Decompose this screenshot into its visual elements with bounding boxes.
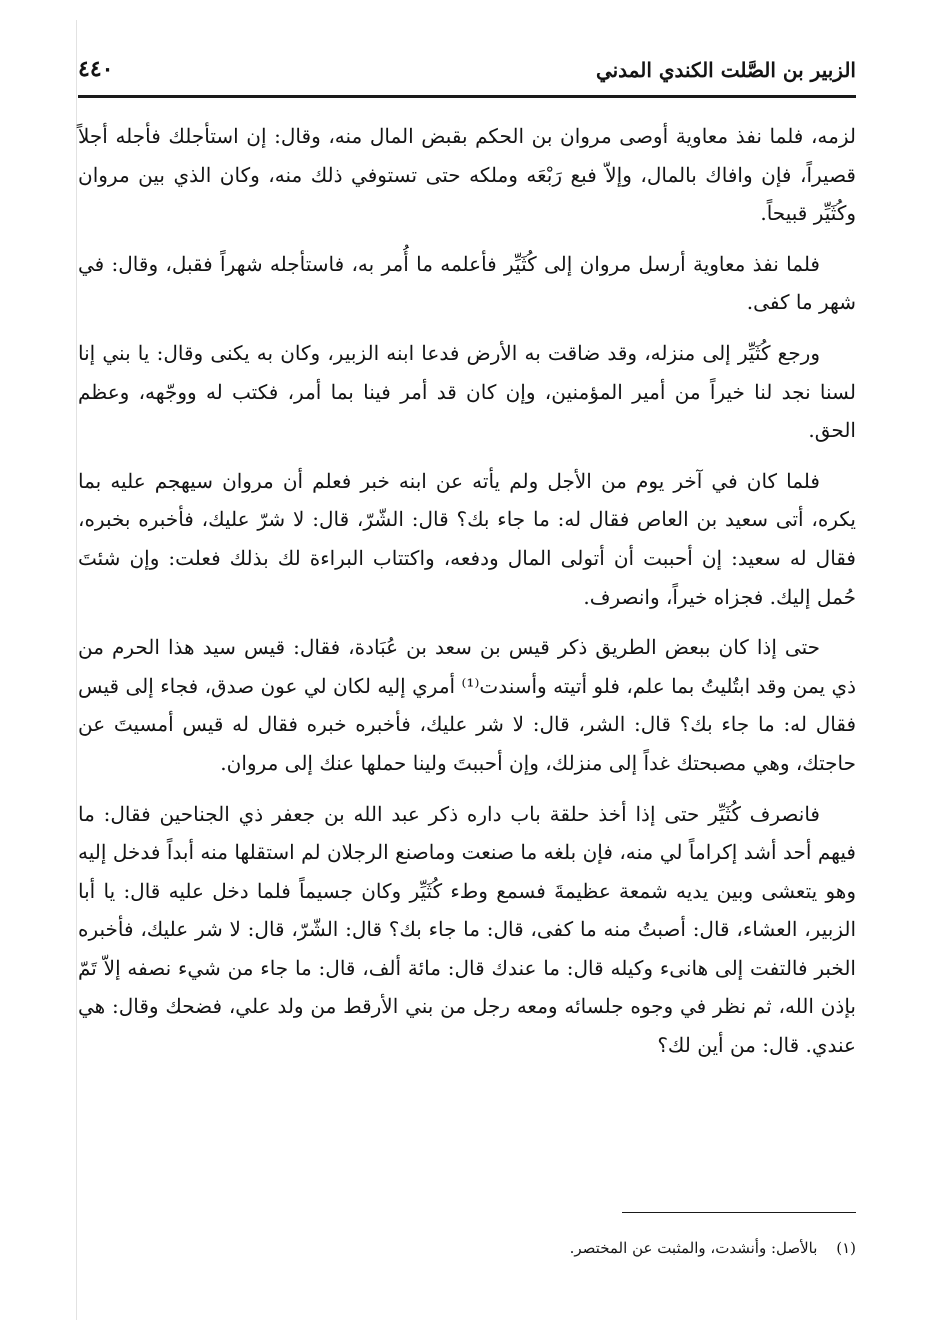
page-number: ٤٤٠ (78, 56, 114, 82)
scan-edge-line (76, 20, 77, 1320)
footnote-text: بالأصل: وأنشدت، والمثبت عن المختصر. (569, 1239, 818, 1257)
paragraph: فلما نفذ معاوية أرسل مروان إلى كُثَيِّر فأعلمه ما أُمر به، فاستأجله شهراً فقبل، وقال: في شهر ما كفى. (78, 251, 856, 315)
body-text (78, 117, 856, 1077)
paragraph: حتى إذا كان ببعض الطريق ذكر قيس بن سعد بن عُبَادة، فقال: قيس سيد هذا الحرم من ذي يمن وقد ابتُليتُ بما علم، فلو أتيته وأسندت⁽¹⁾ أمري إليه لكان لي عون صدق، فجاء إلى قيس فقال له: ما جاء بك؟ قال: الشر، قال: لا شر عليك، فأخبره خبره فقال له قيس أمسيتَ عن حاجتك، وهي مصبحتك غداً إلى منزلك، وإن أحببتَ ولينا حملها عنك إلى مروان. (78, 635, 857, 775)
paragraph: ورجع كُثَيِّر إلى منزله، وقد ضاقت به الأرض فدعا ابنه الزبير، وكان به يكنى وقال: يا بني إنا لسنا نجد لنا خيراً من أمير المؤمنين، وإن كان قد أمر فينا بما أمر، فكتب له ووجّهه، وعظم الحق. (78, 340, 856, 443)
paragraph: فلما كان في آخر يوم من الأجل ولم يأته عن ابنه خبر فعلم أن مروان سيهجم عليه بما يكره، أتى سعيد بن العاص فقال له: ما جاء بك؟ قال: الشّرّ، قال: لا شرّ عليك، فأخبره بخبره، فقال له سعيد: إن أحببت أن أتولى المال ودفعه، واكتتاب البراءة لك بذلك فعلت: وإن شئتَ حُمل إليك. فجزاه خيراً، وانصرف. (78, 468, 856, 609)
paragraph: فانصرف كُثَيِّر حتى إذا أخذ حلقة باب داره ذكر عبد الله بن جعفر ذي الجناحين فقال: ما فيهم أحد أشد إكراماً لي منه، فإن بلغه ما صنعت وماصنع الرجلان لم استقلها منه أبداً فدخل إليه وهو يتعشى وبين يديه شمعة عظيمةَ فسمع وطء كُثَيِّر وكان جسيماً فلما دخل عليه قال: يا أبا الزبير، العشاء، قال: أصبتُ منه ما كفى، قال: ما جاء بك؟ قال: الشّرّ، قال: لا شر عليك، فأخبره الخبر فالتفت إلى هانىء وكيله قال: ما عندك قال: مائة ألف، قال: ما جاء من شيء نصفه إلاّ تَمّ بإذن الله، ثم نظر في وجوه جلسائه ومعه رجل من بني الأرقط من ولد علي، فضحك وقال: هي عندي. قال: من أين لك؟ (78, 801, 856, 1058)
paragraph: لزمه، فلما نفذ معاوية أوصى مروان بن الحكم بقبض المال منه، وقال: إن استأجلك فأجله أجلاً قصيراً، فإن وافاك بالمال، وإلاّ فبع رَبْعَه وملكه حتى تستوفي ذلك منه، وكان الذي بين مروان وكُثَيِّر قبيحاً. (78, 124, 856, 226)
footnote-rule (622, 1212, 856, 1213)
running-title: الزبير بن الصَّلت الكندي المدني (595, 58, 856, 82)
footnote (78, 1236, 856, 1260)
header-rule (78, 95, 856, 98)
page-header (78, 54, 856, 94)
footnote-number: (١) (836, 1239, 856, 1257)
